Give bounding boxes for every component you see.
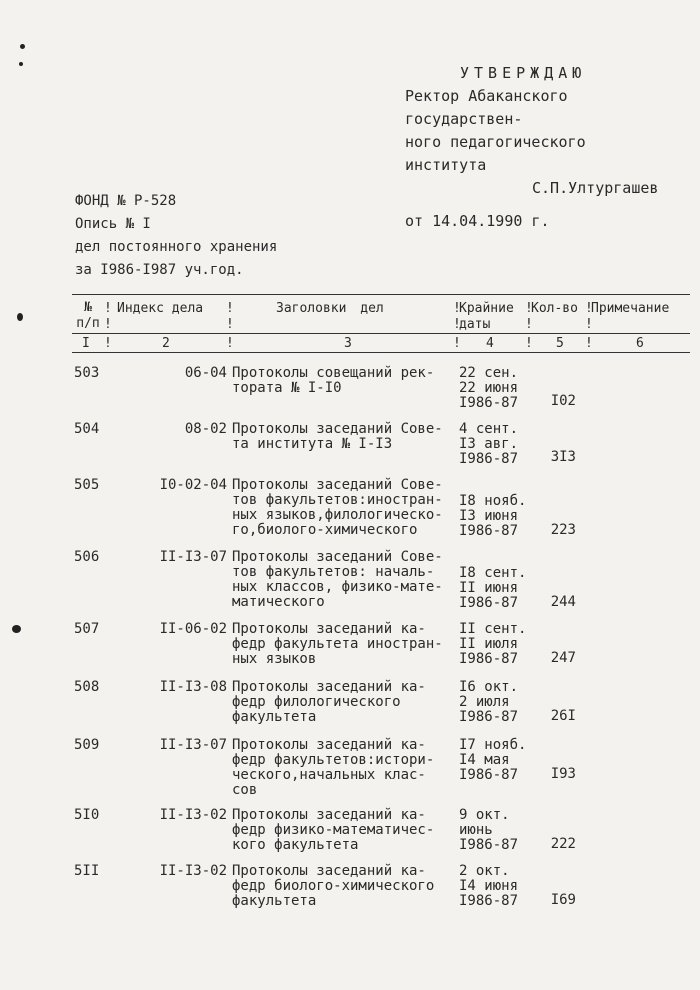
row-number: 503 [74,365,100,381]
colnum-2: 2 [162,336,170,351]
row-index: II-I3-07 [159,549,227,565]
row-dates: I8 сент. II июня I986-87 [459,565,527,611]
row-dates: 4 сент. I3 авг. I986-87 [459,421,519,467]
row-title: Протоколы заседаний Сове- та института № I-I3 [232,421,443,452]
colnum-3: 3 [344,336,352,351]
row-index: 08-02 [184,421,227,437]
column-separator: ! ! [585,301,593,332]
row-number: 504 [74,421,100,437]
fond-number: ФОНД № Р-528 [75,193,177,209]
header-title: Заголовки дел [276,301,384,316]
row-index: II-06-02 [159,621,227,637]
column-separator: ! [104,336,112,351]
row-title: Протоколы заседаний ка- федр филологического факультета [232,679,426,725]
header-bottom-rule [72,352,690,353]
approval-block [405,62,675,233]
header-count: Кол-во [531,301,578,316]
row-count: I93 [550,766,576,782]
row-index: 06-04 [184,365,227,381]
scan-speck [20,44,25,49]
row-title: Протоколы заседаний ка- федр биолого-химического факультета [232,863,435,909]
row-index: II-I3-08 [159,679,227,695]
row-number: 5I0 [74,807,100,823]
row-number: 5II [74,863,100,879]
row-title: Протоколы заседаний ка- федр факультетов:истори- ческого,начальных клас- сов [232,737,435,798]
colnum-4: 4 [486,336,494,351]
column-separator: ! ! [226,301,234,332]
row-title: Протоколы заседаний ка- федр физико-математичес- кого факультета [232,807,435,853]
academic-period: за I986-I987 уч.год. [75,262,244,278]
colnum-6: 6 [636,336,644,351]
row-count: 222 [550,836,576,852]
inventory-info [75,190,277,282]
header-num: № п/п [76,300,100,331]
row-index: I0-02-04 [159,477,227,493]
row-number: 506 [74,549,100,565]
approval-date: от 14.04.1990 г. [405,212,550,230]
row-index: II-I3-07 [159,737,227,753]
row-number: 507 [74,621,100,637]
approval-heading: УТВЕРЖДАЮ [460,64,587,82]
row-index: II-I3-02 [159,863,227,879]
row-count: 3I3 [550,449,576,465]
approval-line-2: ного педагогического института [405,133,586,174]
approval-line-1: Ректор Абаканского государствен- [405,87,568,128]
binder-hole-mark [12,625,21,633]
header-mid-rule [72,333,690,334]
row-dates: I8 нояб. I3 июня I986-87 [459,493,527,539]
row-dates: I7 нояб. I4 мая I986-87 [459,737,527,783]
row-dates: I6 окт. 2 июля I986-87 [459,679,519,725]
row-dates: 22 сен. 22 июня I986-87 [459,365,519,411]
column-separator: ! [585,336,593,351]
row-count: 247 [550,650,576,666]
row-title: Протоколы заседаний ка- федр факультета иностран- ных языков [232,621,443,667]
binder-hole-mark [17,313,23,321]
row-index: II-I3-02 [159,807,227,823]
opis-number: Опись № I [75,216,151,232]
row-count: I02 [550,393,576,409]
row-number: 508 [74,679,100,695]
row-dates: 9 окт. июнь I986-87 [459,807,519,853]
row-count: 223 [550,522,576,538]
row-title: Протоколы заседаний Сове- тов факультетов:иностран- ных языков,филологическо- го,биолого-химического [232,477,443,538]
row-dates: 2 окт. I4 июня I986-87 [459,863,519,909]
row-title: Протоколы совещаний рек- тората № I-I0 [232,365,435,396]
row-dates: II сент. II июля I986-87 [459,621,527,667]
table-top-rule [72,294,690,295]
column-separator: ! [453,336,461,351]
column-separator: ! [525,336,533,351]
column-separator: ! ! [525,301,533,332]
row-number: 505 [74,477,100,493]
scan-speck [19,62,23,66]
header-index: Индекс дела [117,301,204,316]
column-separator: ! ! [453,301,461,332]
row-count: 26I [550,708,576,724]
row-count: I69 [550,892,576,908]
row-number: 509 [74,737,100,753]
colnum-1: I [82,336,90,351]
header-note: Примечание [591,301,670,316]
colnum-5: 5 [556,336,564,351]
row-count: 244 [550,594,576,610]
column-separator: ! [226,336,234,351]
column-separator: ! ! [104,301,112,332]
storage-type: дел постоянного хранения [75,239,278,255]
row-title: Протоколы заседаний Сове- тов факультетов: началь- ных классов, физико-мате- матического [232,549,443,610]
approval-signer: С.П.Ултургашев [532,179,659,197]
header-dates: Крайние даты [459,301,514,332]
